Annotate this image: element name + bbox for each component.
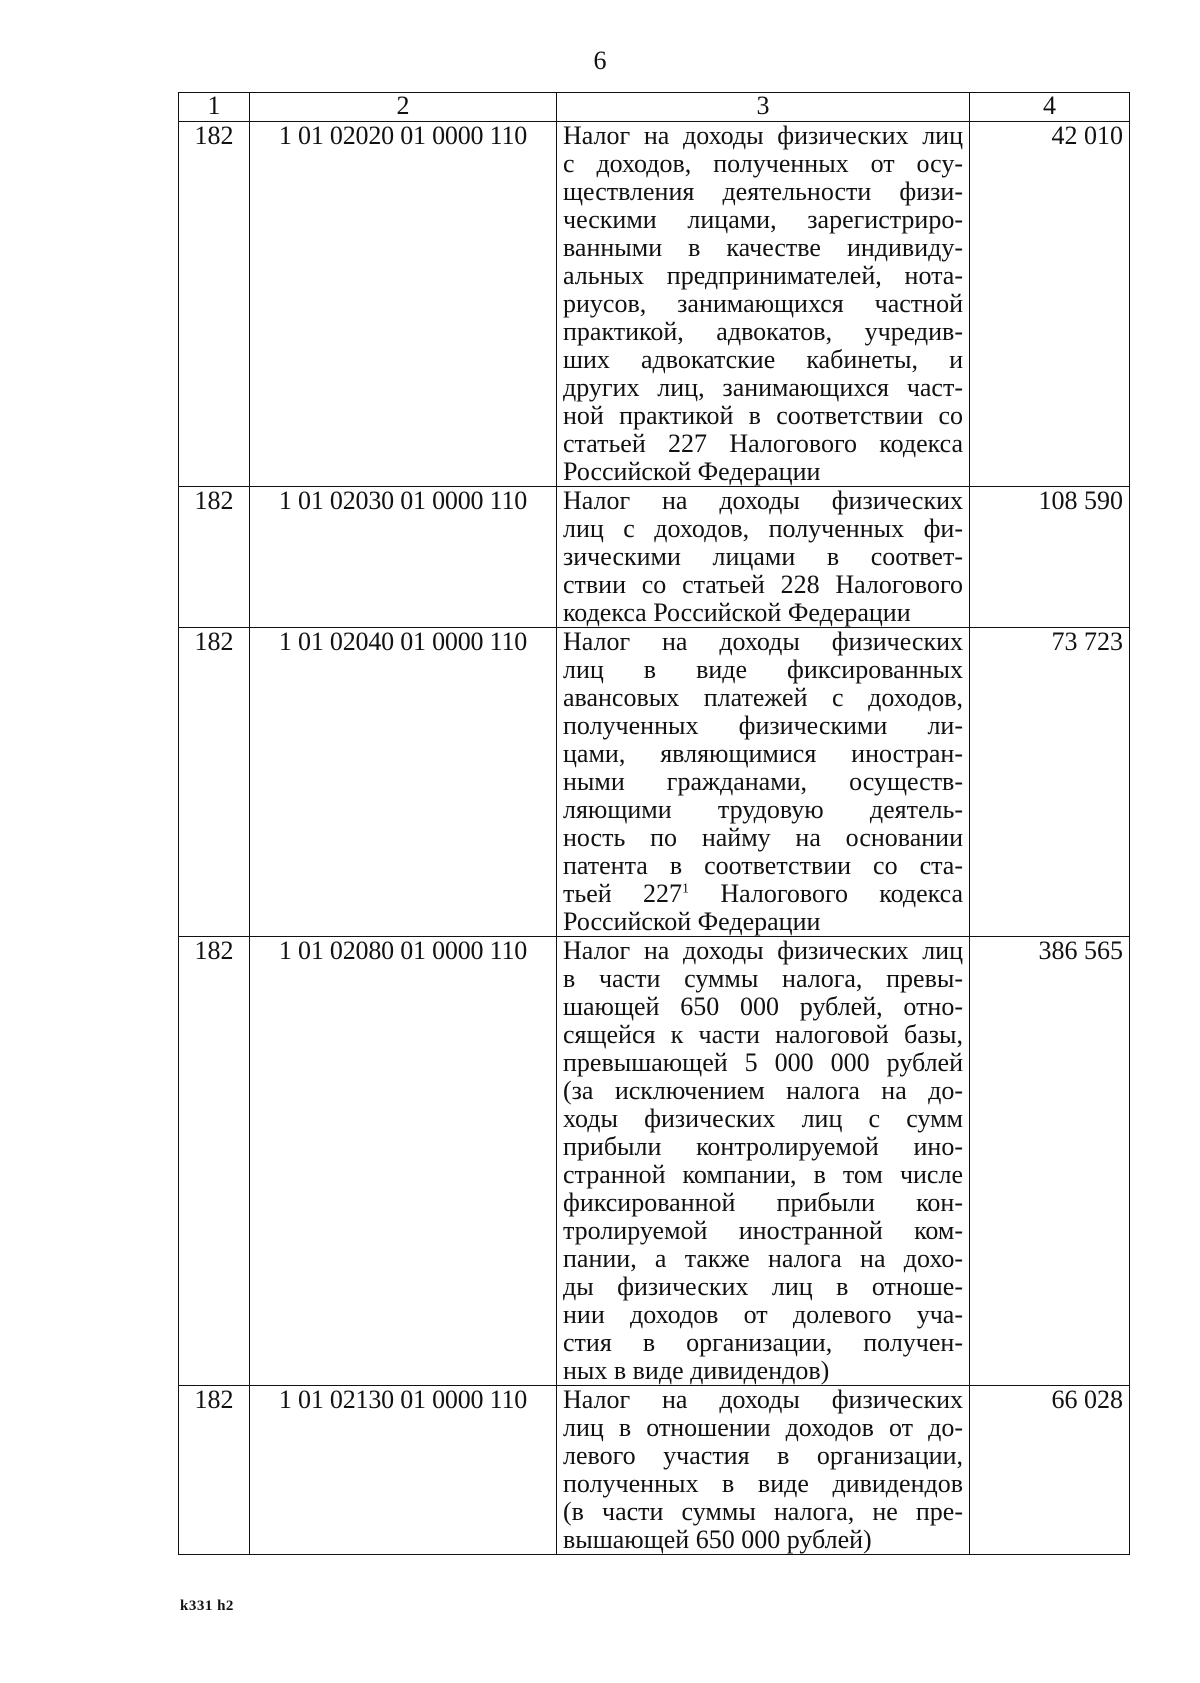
revenue-name-line: нии доходов от долевого уча- [563,1300,963,1329]
admin-code-cell: 182 [179,937,250,1386]
revenue-name-line: авансовых платежей с доходов, [563,683,963,712]
revenue-name-line: ществления деятельности физи- [563,177,963,206]
revenue-name-line: ходы физических лиц с сумм [563,1104,963,1133]
table-body [179,122,1130,1555]
table-header [179,93,1130,122]
revenue-name-line: цами, являющимися иностран- [563,739,963,768]
revenue-name-line: Налог на доходы физических [563,627,963,656]
header-col-1: 1 [179,93,250,122]
revenue-name-line: лиц с доходов, полученных фи- [563,514,963,543]
budget-code-cell: 1 01 02130 01 0000 110 [250,1386,557,1555]
amount-cell: 73 723 [970,628,1130,937]
revenue-name-line: ческими лицами, зарегистриро- [563,205,963,234]
budget-code-cell: 1 01 02030 01 0000 110 [250,487,557,628]
revenue-name-cell [557,487,970,628]
revenue-name-line: сящейся к части налоговой базы, [563,1020,963,1049]
admin-code-cell: 182 [179,1386,250,1555]
revenue-name-line: полученных физическими ли- [563,711,963,740]
revenue-name-line: патента в соответствии со ста- [563,851,963,880]
revenue-name-line: ность по найму на основании [563,823,963,852]
revenue-name-line: Российской Федерации [563,457,821,486]
admin-code-cell: 182 [179,628,250,937]
table-row [179,1386,1130,1555]
revenue-name-line: Налог на доходы физических [563,1385,963,1414]
revenue-name-line: зическими лицами в соответ- [563,542,963,571]
amount-cell: 42 010 [970,122,1130,487]
table-row [179,628,1130,937]
table-row [179,937,1130,1386]
table-row [179,122,1130,487]
revenue-name-line: фиксированной прибыли кон- [563,1188,963,1217]
header-col-4: 4 [970,93,1130,122]
revenue-name-line: ных в виде дивидендов) [563,1356,830,1385]
revenue-name-line: лиц в отношении доходов от до- [563,1413,963,1442]
revenue-name-line: (в части суммы налога, не пре- [563,1497,963,1526]
admin-code-cell: 182 [179,122,250,487]
revenue-name-cell [557,937,970,1386]
revenue-name-line: странной компании, в том числе [563,1160,963,1189]
revenue-name-line: стия в организации, получен- [563,1328,963,1357]
revenue-name-line: кодекса Российской Федерации [563,598,911,627]
revenue-name-line: прибыли контролируемой ино- [563,1132,963,1161]
page-number: 6 [593,46,607,75]
revenue-name-line: ванными в качестве индивиду- [563,233,963,262]
revenue-name-line: полученных в виде дивидендов [563,1469,963,1498]
revenue-name-line: ствии со статьей 228 Налогового [563,570,963,599]
budget-code-cell: 1 01 02020 01 0000 110 [250,122,557,487]
admin-code-cell: 182 [179,487,250,628]
revenue-name-line: превышающей 5 000 000 рублей [563,1048,963,1077]
revenue-name-line: риусов, занимающихся частной [563,289,963,318]
budget-code-cell: 1 01 02040 01 0000 110 [250,628,557,937]
revenue-name-line: (за исключением налога на до- [563,1076,963,1105]
revenue-name-line: ших адвокатские кабинеты, и [563,345,963,374]
revenue-name-cell [557,122,970,487]
revenue-name-line: шающей 650 000 рублей, отно- [563,992,963,1021]
revenue-name-line: статьей 227 Налогового кодекса [563,429,963,458]
amount-cell: 386 565 [970,937,1130,1386]
revenue-name-line: ной практикой в соответствии со [563,401,963,430]
revenue-name-line: пании, а также налога на дохо- [563,1244,963,1273]
revenue-name-line: тьей $227^1$ Налогового кодекса [563,879,963,908]
budget-code-cell: 1 01 02080 01 0000 110 [250,937,557,1386]
footer-code: k331 h2 [180,1598,234,1614]
revenue-name-line: тролируемой иностранной ком- [563,1216,963,1245]
amount-cell: 108 590 [970,487,1130,628]
revenue-name-line: вышающей 650 000 рублей) [563,1525,872,1554]
revenue-name-line: альных предпринимателей, нота- [563,261,963,290]
revenue-name-line: в части суммы налога, превы- [563,964,963,993]
header-col-3: 3 [557,93,970,122]
revenue-name-line: левого участия в организации, [563,1441,963,1470]
revenue-name-line: Налог на доходы физических лиц [563,121,963,150]
revenue-name-line: лиц в виде фиксированных [563,655,963,684]
revenue-table [178,92,1130,1555]
revenue-name-line: ляющими трудовую деятель- [563,795,963,824]
revenue-name-line: практикой, адвокатов, учредив- [563,317,963,346]
revenue-name-line: Налог на доходы физических лиц [563,936,963,965]
revenue-name-line: других лиц, занимающихся част- [563,373,963,402]
revenue-name-line: Российской Федерации [563,907,821,936]
amount-cell: 66 028 [970,1386,1130,1555]
table-row [179,487,1130,628]
article-superscript: 1 [682,881,689,897]
revenue-name-line: с доходов, полученных от осу- [563,149,963,178]
revenue-name-cell [557,628,970,937]
revenue-name-line: ными гражданами, осуществ- [563,767,963,796]
revenue-name-cell [557,1386,970,1555]
revenue-name-line: Налог на доходы физических [563,486,963,515]
header-row [179,93,1130,122]
revenue-name-line: ды физических лиц в отноше- [563,1272,963,1301]
header-col-2: 2 [250,93,557,122]
